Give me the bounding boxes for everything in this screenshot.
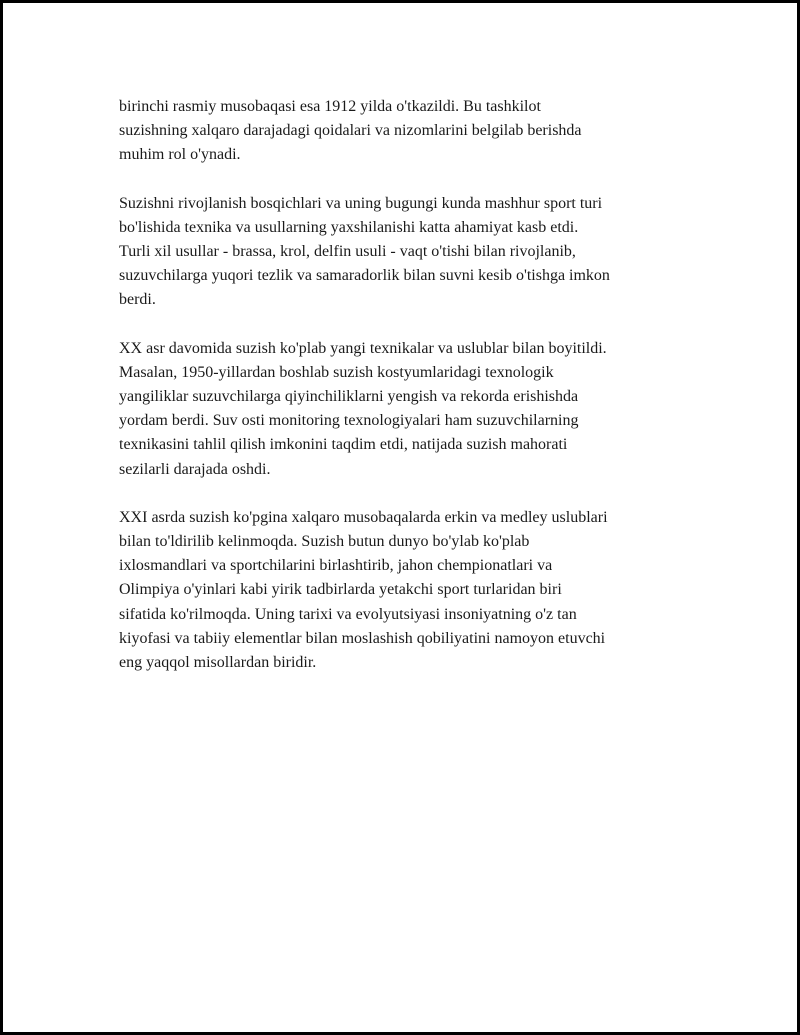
text-line: ixlosmandlari va sportchilarini birlashtirib, jahon chempionatlari va <box>119 557 553 575</box>
text-line: bo'lishida texnika va usullarning yaxshilanishi katta ahamiyat kasb etdi. <box>119 218 579 236</box>
document-body <box>119 95 699 699</box>
text-line: yangiliklar suzuvchilarga qiyinchiliklarni yengish va rekorda erishishda <box>119 388 579 406</box>
text-line: Olimpiya o'yinlari kabi yirik tadbirlarda yetakchi sport turlaridan biri <box>119 581 562 599</box>
text-line: muhim rol o'ynadi. <box>119 146 241 164</box>
text-line: sifatida ko'rilmoqda. Uning tarixi va evolyutsiyasi insoniyatning o'z tan <box>119 605 577 623</box>
paragraph-1 <box>119 95 699 168</box>
text-line: berdi. <box>119 291 156 309</box>
text-line: XXI asrda suzish ko'pgina xalqaro musobaqalarda erkin va medley uslublari <box>119 508 608 526</box>
text-line: texnikasini tahlil qilish imkonini taqdim etdi, natijada suzish mahorati <box>119 436 568 454</box>
text-line: eng yaqqol misollardan biridir. <box>119 654 317 672</box>
text-line: XX asr davomida suzish ko'plab yangi texnikalar va uslublar bilan boyitildi. <box>119 339 607 357</box>
text-line: suzuvchilarga yuqori tezlik va samaradorlik bilan suvni kesib o'tishga imkon <box>119 267 610 285</box>
text-line: bilan to'ldirilib kelinmoqda. Suzish butun dunyo bo'ylab ko'plab <box>119 533 530 551</box>
text-line: kiyofasi va tabiiy elementlar bilan moslashish qobiliyatini namoyon etuvchi <box>119 629 606 647</box>
text-line: yordam berdi. Suv osti monitoring texnologiyalari ham suzuvchilarning <box>119 412 579 430</box>
paragraph-3 <box>119 337 699 482</box>
text-line: suzishning xalqaro darajadagi qoidalari va nizomlarini belgilab berishda <box>119 122 582 140</box>
paragraph-4 <box>119 506 699 675</box>
text-line: Masalan, 1950-yillardan boshlab suzish kostyumlaridagi texnologik <box>119 363 554 381</box>
text-line: birinchi rasmiy musobaqasi esa 1912 yilda o'tkazildi. Bu tashkilot <box>119 98 541 115</box>
text-line: Suzishni rivojlanish bosqichlari va uning bugungi kunda mashhur sport turi <box>119 194 603 212</box>
text-line: Turli xil usullar - brassa, krol, delfin usuli - vaqt o'tishi bilan rivojlanib, <box>119 243 576 261</box>
text-line: sezilarli darajada oshdi. <box>119 460 271 478</box>
paragraph-2 <box>119 192 699 313</box>
